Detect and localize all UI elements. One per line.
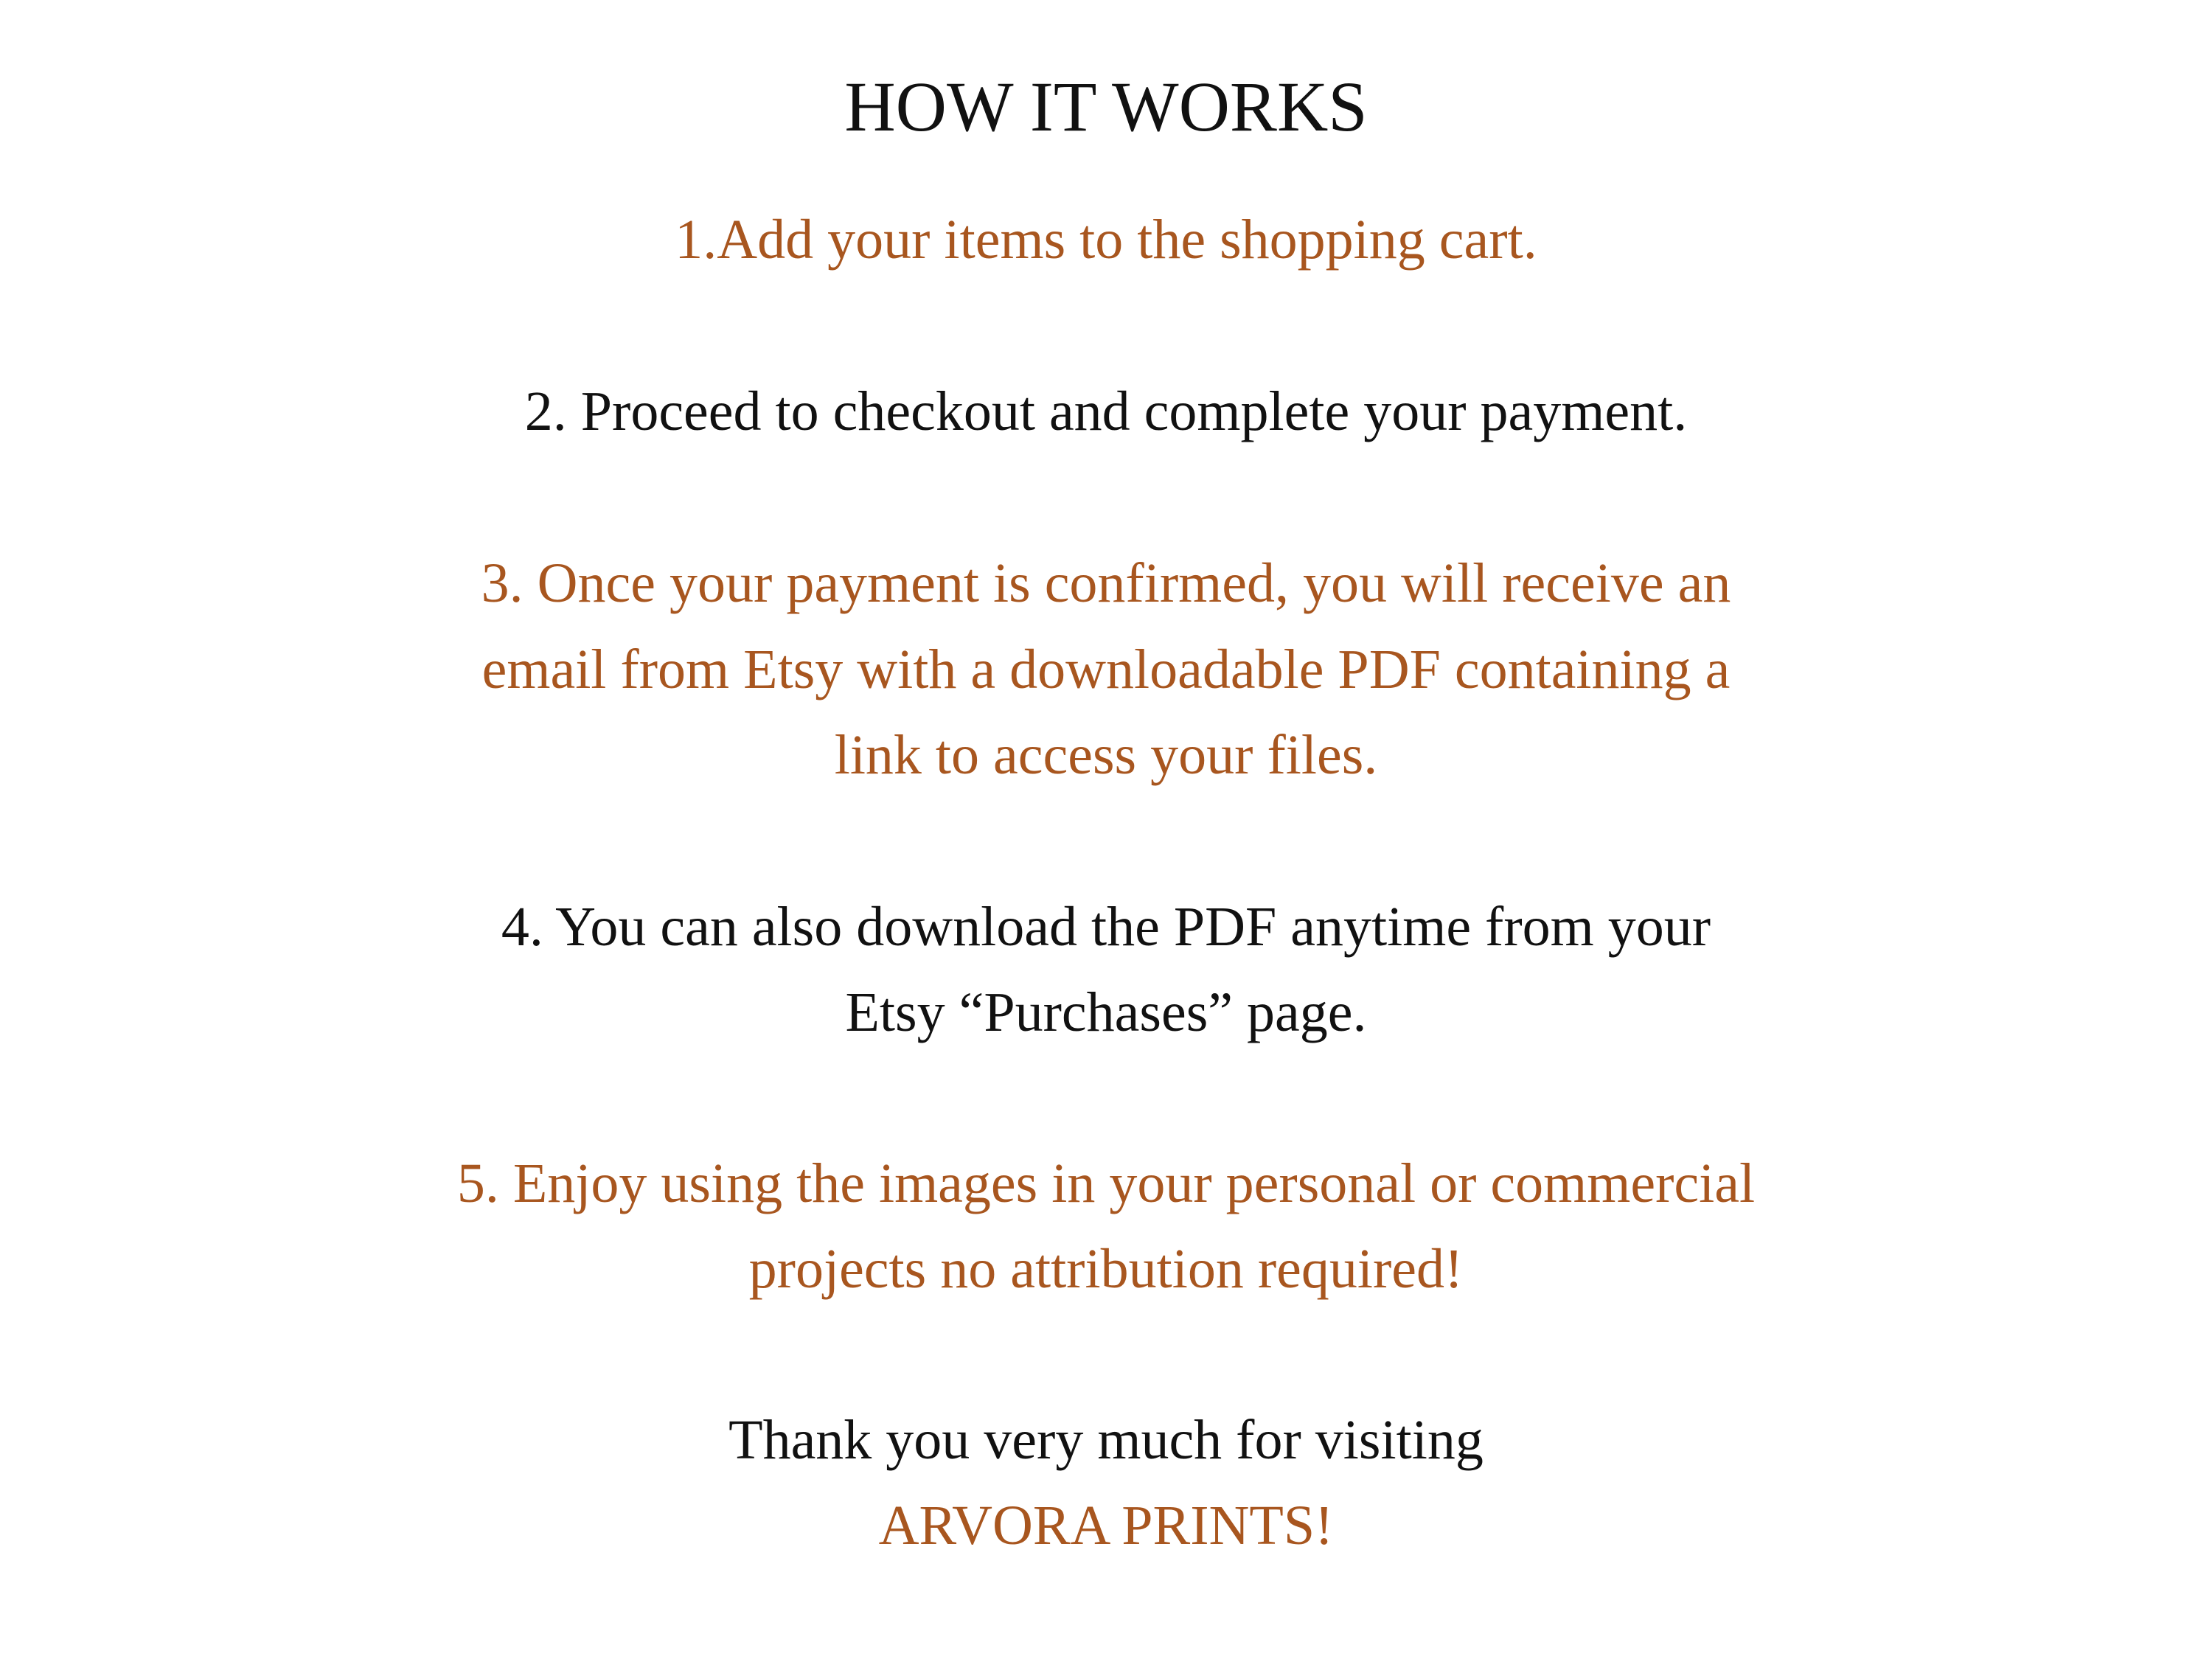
step-3-line-3: link to access your files. <box>834 724 1378 786</box>
step-3-line-2: email from Etsy with a downloadable PDF containing a <box>481 639 1731 700</box>
step-4-line-1: 4. You can also download the PDF anytime from your <box>501 896 1711 958</box>
step-5-line-2: projects no attribution required! <box>748 1238 1464 1300</box>
page-title: HOW IT WORKS <box>844 67 1368 146</box>
step-3-line-1: 3. Once your payment is confirmed, you will receive an <box>481 552 1731 614</box>
step-4-line-2: Etsy “Purchases” page. <box>845 981 1367 1043</box>
step-1-line-1: 1.Add your items to the shopping cart. <box>675 209 1537 271</box>
shop-name: ARVORA PRINTS! <box>878 1495 1334 1557</box>
step-2-line-1: 2. Proceed to checkout and complete your payment. <box>524 380 1688 442</box>
thank-you-text: Thank you very much for visiting <box>728 1409 1484 1471</box>
step-5-line-1: 5. Enjoy using the images in your personal or commercial <box>456 1152 1756 1214</box>
